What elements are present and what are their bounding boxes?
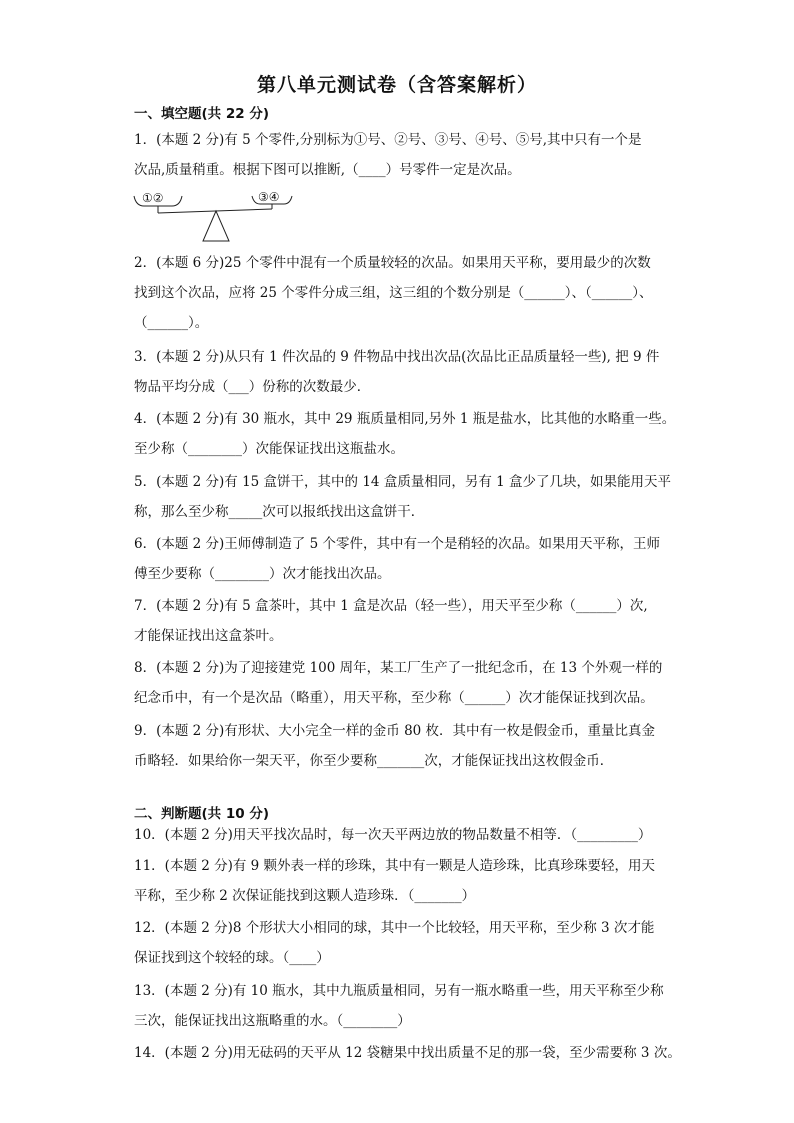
left-pan-label: ①② xyxy=(142,191,164,205)
question-line: 2．(本题 6 分)25 个零件中混有一个质量较轻的次品。如果用天平称，要用最少的次数 xyxy=(134,255,651,271)
question-line: 物品平均分成（___）份称的次数最少． xyxy=(134,379,371,395)
question-8 xyxy=(134,653,664,713)
question-line: 6．(本题 2 分)王师傅制造了 5 个零件，其中有一个是稍轻的次品。如果用天平称，王师 xyxy=(134,536,660,552)
question-line: 称，那么至少称_____次可以报纸找出这盒饼干． xyxy=(134,504,425,520)
question-11 xyxy=(134,851,664,911)
question-line: （______）。 xyxy=(134,315,209,331)
question-line: 纪念币中，有一个是次品（略重），用天平称，至少称（______）次才能保证找到次品。 xyxy=(134,690,654,706)
question-1 xyxy=(134,125,664,185)
question-line: 次品,质量稍重。根据下图可以推断,（____）号零件一定是次品。 xyxy=(134,162,521,178)
section-heading-fill-blank: 一、填空题(共 22 分) xyxy=(134,106,270,122)
question-2 xyxy=(134,248,664,338)
section-heading-true-false: 二、判断题(共 10 分) xyxy=(134,806,270,822)
question-line: 三次，能保证找出这瓶略重的水。（________） xyxy=(134,1013,411,1029)
page-title: 第八单元测试卷（含答案解析） xyxy=(256,74,537,96)
question-line: 至少称（________）次能保证找出这瓶盐水。 xyxy=(134,441,404,457)
question-line: 14．(本题 2 分)用无砝码的天平从 12 袋糖果中找出质量不足的那一袋，至少需要称 3 次。 xyxy=(134,1045,681,1061)
question-13 xyxy=(134,976,664,1036)
question-10 xyxy=(134,820,664,850)
question-line: 1．(本题 2 分)有 5 个零件,分别标为①号、②号、③号、④号、⑤号,其中只有一个是 xyxy=(134,132,642,148)
question-14 xyxy=(134,1038,681,1068)
question-line: 3．(本题 2 分)从只有 1 件次品的 9 件物品中找出次品(次品比正品质量轻一些), 把 9 件 xyxy=(134,349,660,365)
right-pan-label: ③④ xyxy=(258,190,280,204)
question-line: 5．(本题 2 分)有 15 盒饼干，其中的 14 盒质量相同，另有 1 盒少了几块，如果能用天平 xyxy=(134,474,671,490)
question-12 xyxy=(134,913,664,973)
question-line: 12．(本题 2 分)8 个形状大小相同的球，其中一个比较轻，用天平称，至少称 3 次才能 xyxy=(134,920,655,936)
question-line: 11．(本题 2 分)有 9 颗外表一样的珍珠，其中有一颗是人造珍珠，比真珍珠要轻，用天 xyxy=(134,858,656,874)
question-3 xyxy=(134,342,664,402)
question-7 xyxy=(134,591,664,651)
balance-scale-figure xyxy=(130,188,300,244)
question-line: 4．(本题 2 分)有 30 瓶水，其中 29 瓶质量相同,另外 1 瓶是盐水，比其他的水略重一些。 xyxy=(134,411,676,427)
question-line: 才能保证找出这盒茶叶。 xyxy=(134,628,283,644)
question-line: 找到这个次品，应将 25 个零件分成三组，这三组的个数分别是（______）、（______）、 xyxy=(134,285,653,301)
question-line: 保证找到这个较轻的球。（____） xyxy=(134,950,330,966)
question-line: 7．(本题 2 分)有 5 盒茶叶，其中 1 盒是次品（轻一些），用天平至少称（______）次, xyxy=(134,598,648,614)
question-9 xyxy=(134,716,664,776)
question-line: 9．(本题 2 分)有形状、大小完全一样的金币 80 枚．其中有一枚是假金币，重量比真金 xyxy=(134,723,656,739)
question-line: 币略轻．如果给你一架天平，你至少要称_______次，才能保证找出这枚假金币． xyxy=(134,753,614,769)
question-line: 傅至少要称（________）次才能找出次品。 xyxy=(134,566,391,582)
question-line: 8．(本题 2 分)为了迎接建党 100 周年，某工厂生产了一批纪念币，在 13 个外观一样的 xyxy=(134,660,663,676)
question-5 xyxy=(134,467,671,527)
question-6 xyxy=(134,529,664,589)
question-line: 10．(本题 2 分)用天平找次品时，每一次天平两边放的物品数量不相等．（_________） xyxy=(134,827,652,843)
question-line: 13．(本题 2 分)有 10 瓶水，其中九瓶质量相同，另有一瓶水略重一些，用天平称至少称 xyxy=(134,983,664,999)
question-line: 平称，至少称 2 次保证能找到这颗人造珍珠．（_______） xyxy=(134,888,476,904)
question-4 xyxy=(134,404,676,464)
